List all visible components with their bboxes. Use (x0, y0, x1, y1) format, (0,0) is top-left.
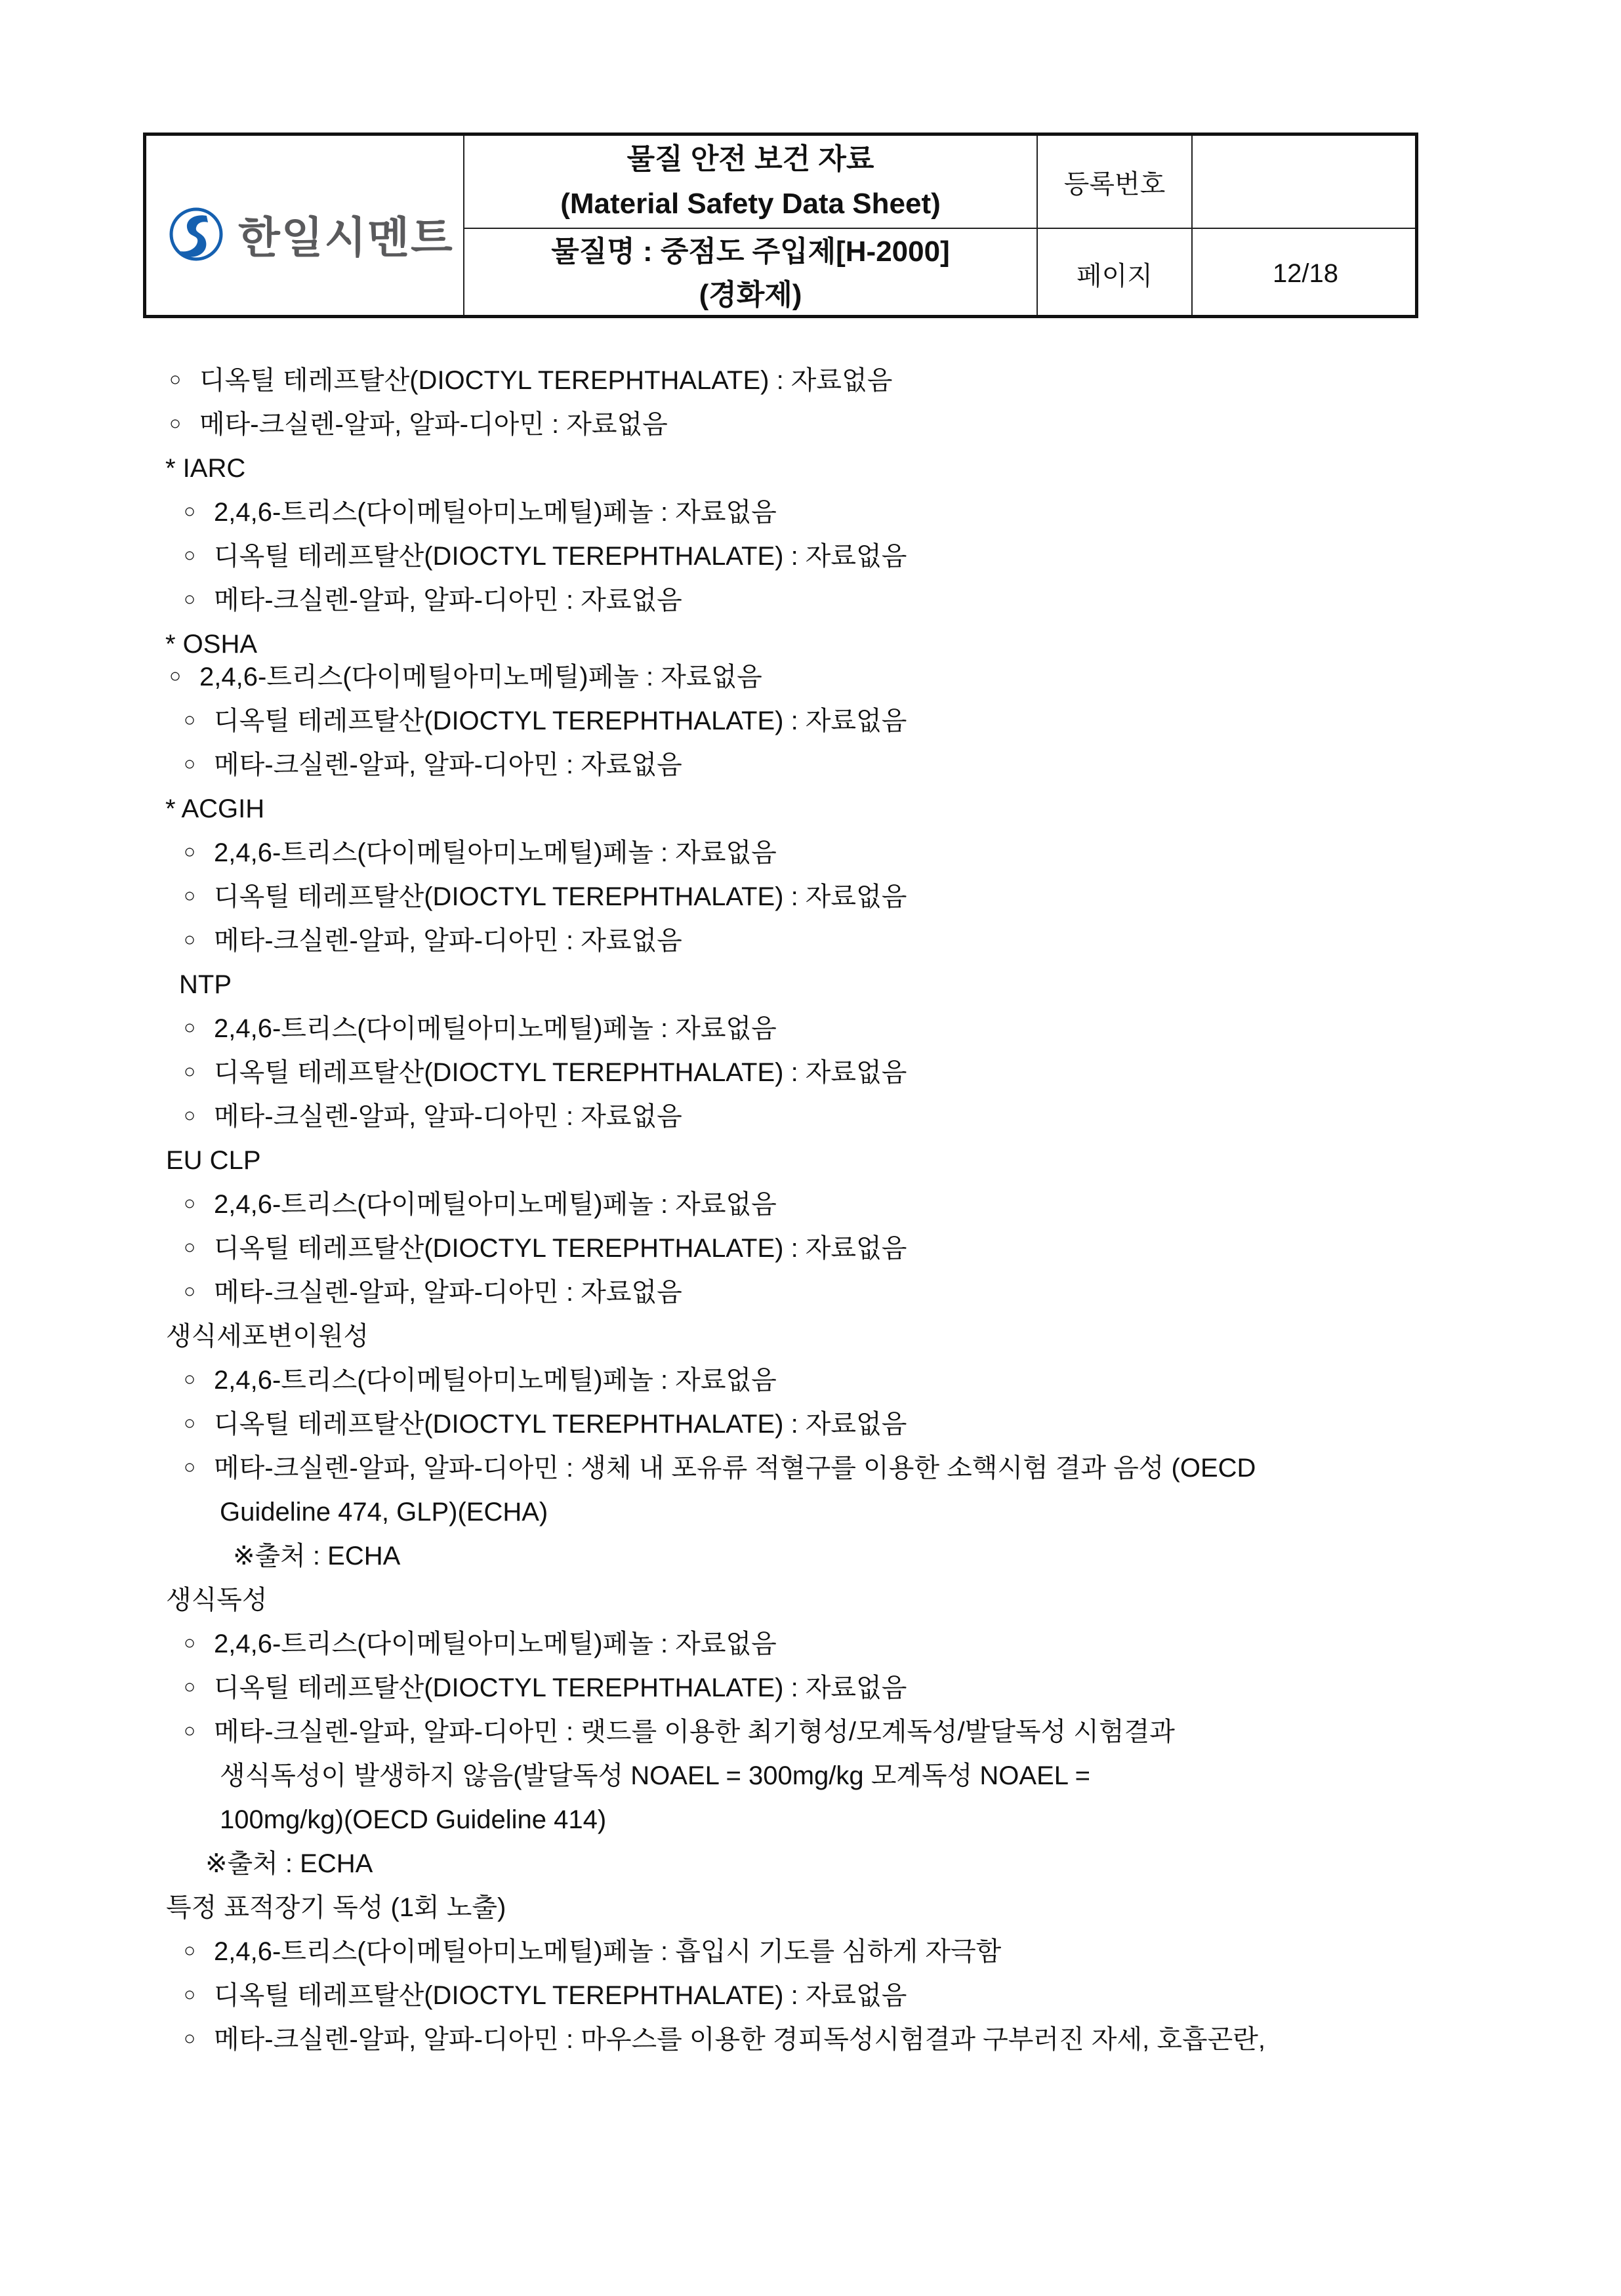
circle-bullet-icon: ○ (184, 1281, 196, 1303)
list-item (184, 1671, 907, 1706)
list-item (184, 705, 907, 739)
list-item-text: 2,4,6-트리스(다이메틸아미노메틸)페놀 : 자료없음 (214, 498, 777, 527)
list-item (184, 924, 682, 958)
list-item (184, 880, 907, 914)
product-name-cell (464, 229, 1036, 318)
list-item (184, 1979, 907, 2013)
title-cell (464, 136, 1036, 228)
list-item (184, 584, 682, 618)
title-english: (Material Safety Data Sheet) (560, 188, 941, 220)
list-item-text: 메타-크실렌-알파, 알파-디아민 : 자료없음 (214, 750, 682, 779)
circle-bullet-icon: ○ (184, 1456, 196, 1479)
list-item-text: 디옥틸 테레프탈산(DIOCTYL TEREPHTHALATE) : 자료없음 (214, 1058, 907, 1087)
list-item-text: 디옥틸 테레프탈산(DIOCTYL TEREPHTHALATE) : 자료없음 (214, 1981, 907, 2010)
section-heading-acgih: * ACGIH (165, 794, 265, 823)
circle-bullet-icon: ○ (184, 1017, 196, 1039)
document-header-table (143, 133, 1418, 318)
source-note: ※출처 : ECHA (233, 1542, 401, 1570)
list-item (184, 1100, 682, 1134)
list-item-text: 메타-크실렌-알파, 알파-디아민 : 생체 내 포유류 적혈구를 이용한 소핵시험 결과 음성 (OECD (214, 1454, 1256, 1483)
list-item-continuation: Guideline 474, GLP)(ECHA) (220, 1498, 548, 1527)
circle-bullet-icon: ○ (184, 1632, 196, 1654)
circle-bullet-icon: ○ (184, 1720, 196, 1742)
list-item-text: 디옥틸 테레프탈산(DIOCTYL TEREPHTHALATE) : 자료없음 (214, 882, 907, 911)
section-heading-iarc: * IARC (165, 454, 246, 483)
page-label: 페이지 (1077, 261, 1153, 291)
section-heading-eu-clp: EU CLP (166, 1146, 261, 1175)
page-number: 12/18 (1272, 258, 1339, 288)
list-item (184, 1232, 907, 1266)
company-name: 한일시멘트 (238, 213, 454, 263)
circle-bullet-icon: ○ (184, 929, 196, 951)
list-item-text: 메타-크실렌-알파, 알파-디아민 : 자료없음 (199, 410, 668, 439)
circle-bullet-icon: ○ (184, 1105, 196, 1127)
section-heading-reproductive-toxicity: 생식독성 (166, 1586, 268, 1614)
circle-bullet-icon: ○ (184, 1061, 196, 1083)
section-heading-germ-cell-mutagenicity: 생식세포변이원성 (166, 1322, 369, 1351)
list-item-text: 메타-크실렌-알파, 알파-디아민 : 자료없음 (214, 926, 682, 955)
circle-bullet-icon: ○ (184, 1940, 196, 1962)
circle-bullet-icon: ○ (169, 665, 182, 687)
list-item (184, 1935, 1001, 1969)
circle-bullet-icon: ○ (184, 501, 196, 523)
list-item (184, 540, 907, 574)
circle-bullet-icon: ○ (184, 1237, 196, 1259)
list-item-text: 디옥틸 테레프탈산(DIOCTYL TEREPHTHALATE) : 자료없음 (199, 366, 893, 395)
list-item (184, 1056, 907, 1090)
list-item (169, 408, 668, 442)
list-item (184, 496, 777, 530)
list-item-text: 2,4,6-트리스(다이메틸아미노메틸)페놀 : 자료없음 (214, 1366, 777, 1395)
list-item-text: 메타-크실렌-알파, 알파-디아민 : 자료없음 (214, 1102, 682, 1131)
list-item-text: 디옥틸 테레프탈산(DIOCTYL TEREPHTHALATE) : 자료없음 (214, 1410, 907, 1439)
circle-bullet-icon: ○ (184, 1676, 196, 1698)
circle-bullet-icon: ○ (169, 369, 182, 391)
list-item (169, 661, 762, 695)
list-item-text: 2,4,6-트리스(다이메틸아미노메틸)페놀 : 흡입시 기도를 심하게 자극함 (214, 1937, 1002, 1966)
list-item (169, 364, 892, 398)
circle-bullet-icon: ○ (184, 841, 196, 863)
list-item-text: 2,4,6-트리스(다이메틸아미노메틸)페놀 : 자료없음 (214, 838, 777, 867)
list-item (184, 2023, 1265, 2057)
circle-bullet-icon: ○ (184, 1193, 196, 1215)
registration-label: 등록번호 (1063, 169, 1166, 199)
company-logo (169, 203, 454, 265)
list-item-text: 메타-크실렌-알파, 알파-디아민 : 랫드를 이용한 최기형성/모계독성/발달독성 시험결과 (214, 1717, 1175, 1746)
circle-bullet-icon: ○ (184, 709, 196, 731)
list-item-text: 메타-크실렌-알파, 알파-디아민 : 자료없음 (214, 586, 682, 615)
source-note: ※출처 : ECHA (205, 1849, 373, 1878)
section-heading-ntp: NTP (179, 970, 232, 999)
product-name: 물질명 : 중점도 주입제[H-2000] (551, 236, 950, 268)
circle-bullet-icon: ○ (184, 544, 196, 567)
registration-value (1193, 136, 1418, 228)
list-item-text: 메타-크실렌-알파, 알파-디아민 : 자료없음 (214, 1278, 682, 1307)
company-s-logo-icon (169, 207, 224, 262)
list-item-text: 디옥틸 테레프탈산(DIOCTYL TEREPHTHALATE) : 자료없음 (214, 1673, 907, 1702)
circle-bullet-icon: ○ (169, 413, 182, 435)
list-item-text: 2,4,6-트리스(다이메틸아미노메틸)페놀 : 자료없음 (199, 663, 762, 691)
list-item (184, 748, 682, 783)
list-item-text: 디옥틸 테레프탈산(DIOCTYL TEREPHTHALATE) : 자료없음 (214, 542, 907, 571)
list-item (184, 1452, 1256, 1486)
list-item-text: 디옥틸 테레프탈산(DIOCTYL TEREPHTHALATE) : 자료없음 (214, 1234, 907, 1263)
list-item (184, 1012, 777, 1046)
section-heading-osha: * OSHA (165, 630, 258, 659)
list-item (184, 1715, 1175, 1750)
list-item-continuation: 생식독성이 발생하지 않음(발달독성 NOAEL = 300mg/kg 모계독성 NOAEL = (220, 1761, 1091, 1790)
circle-bullet-icon: ○ (184, 2028, 196, 2050)
circle-bullet-icon: ○ (184, 885, 196, 907)
circle-bullet-icon: ○ (184, 1368, 196, 1391)
product-type: (경화제) (699, 279, 802, 311)
list-item-text: 메타-크실렌-알파, 알파-디아민 : 마우스를 이용한 경피독성시험결과 구부러진 자세, 호흡곤란, (214, 2025, 1265, 2054)
circle-bullet-icon: ○ (184, 1984, 196, 2006)
list-item (184, 1628, 777, 1662)
list-item (184, 1364, 777, 1398)
list-item (184, 836, 777, 871)
list-item-continuation: 100mg/kg)(OECD Guideline 414) (220, 1805, 607, 1834)
section-heading-stot-single-exposure: 특정 표적장기 독성 (1회 노출) (166, 1893, 506, 1922)
list-item-text: 2,4,6-트리스(다이메틸아미노메틸)페놀 : 자료없음 (214, 1630, 777, 1658)
list-item-text: 디옥틸 테레프탈산(DIOCTYL TEREPHTHALATE) : 자료없음 (214, 707, 907, 735)
circle-bullet-icon: ○ (184, 1412, 196, 1435)
list-item-text: 2,4,6-트리스(다이메틸아미노메틸)페놀 : 자료없음 (214, 1014, 777, 1043)
list-item (184, 1276, 682, 1310)
title-korean: 물질 안전 보건 자료 (626, 143, 874, 175)
list-item (184, 1408, 907, 1442)
list-item (184, 1188, 777, 1222)
circle-bullet-icon: ○ (184, 753, 196, 775)
circle-bullet-icon: ○ (184, 588, 196, 611)
list-item-text: 2,4,6-트리스(다이메틸아미노메틸)페놀 : 자료없음 (214, 1190, 777, 1219)
